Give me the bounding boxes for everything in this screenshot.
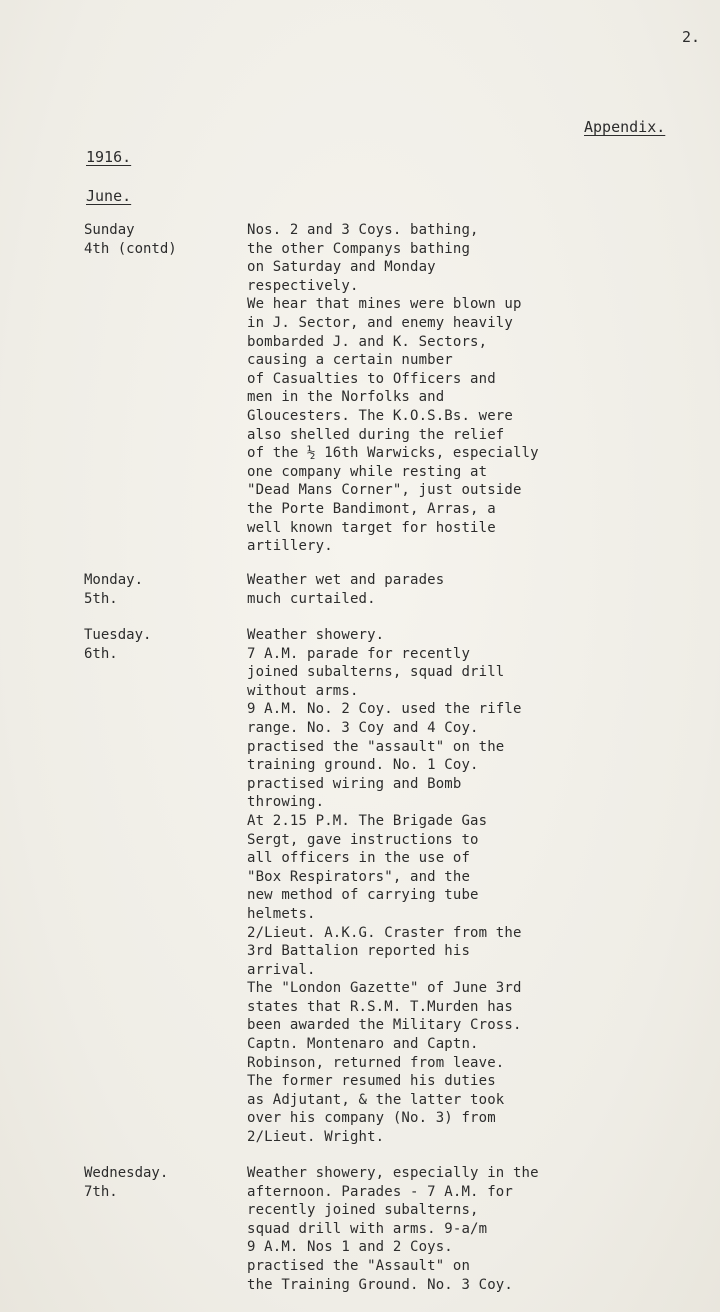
page-number: 2. [681,28,700,46]
entry-text: Nos. 2 and 3 Coys. bathing, the other Companys bathing on Saturday and Monday respectively. We hear that mines were blown up in J. Sector, and enemy heavily bombarded J. and K. Sectors, causing a certain number of Casualties to Officers and men in the Norfolks and Gloucesters. The K.O.S.Bs. were also shelled during the relief of the ½ 16th Warwicks, especially one company while resting at "Dead Mans Corner", just outside the Porte Bandimont, Arras, a well known target for hostile artillery. [247,222,539,555]
entry-text: Weather wet and parades much curtailed. [247,572,445,607]
month-heading: June. [86,187,132,205]
entry-date: Sunday 4th (contd) [84,222,177,257]
entry-date: Tuesday. 6th. [84,627,152,662]
entry-text: Weather showery. 7 A.M. parade for recently joined subalterns, squad drill without arms. 9 A.M. No. 2 Coy. used the rifle range. No. 3 Coy and 4 Coy. practised the "assault" on the training ground. No. 1 Coy. practised wiring and Bomb throwing. At 2.15 P.M. The Brigade Gas Sergt, gave instructions to all officers in the use of "Box Respirators", and the new method of carrying tube helmets. 2/Lieut. A.K.G. Craster from the 3rd Battalion reported his arrival. The "London Gazette" of June 3rd states that R.S.M. T.Murden has been awarded the Military Cross. Captn. Montenaro and Captn. Robinson, returned from leave. The former resumed his duties as Adjutant, & the latter took over his company (No. 3) from 2/Lieut. Wright. [247,627,522,1146]
entry-text: Weather showery, especially in the afternoon. Parades - 7 A.M. for recently joined subalterns, squad drill with arms. 9-a/m 9 A.M. Nos 1 and 2 Coys. practised the "Assault" on the Training Ground. No. 3 Coy. [247,1165,539,1293]
entry-date: Wednesday. 7th. [84,1165,169,1200]
appendix-heading: Appendix. [584,118,666,136]
year-heading: 1916. [86,148,132,166]
entry-date: Monday. 5th. [84,572,144,607]
